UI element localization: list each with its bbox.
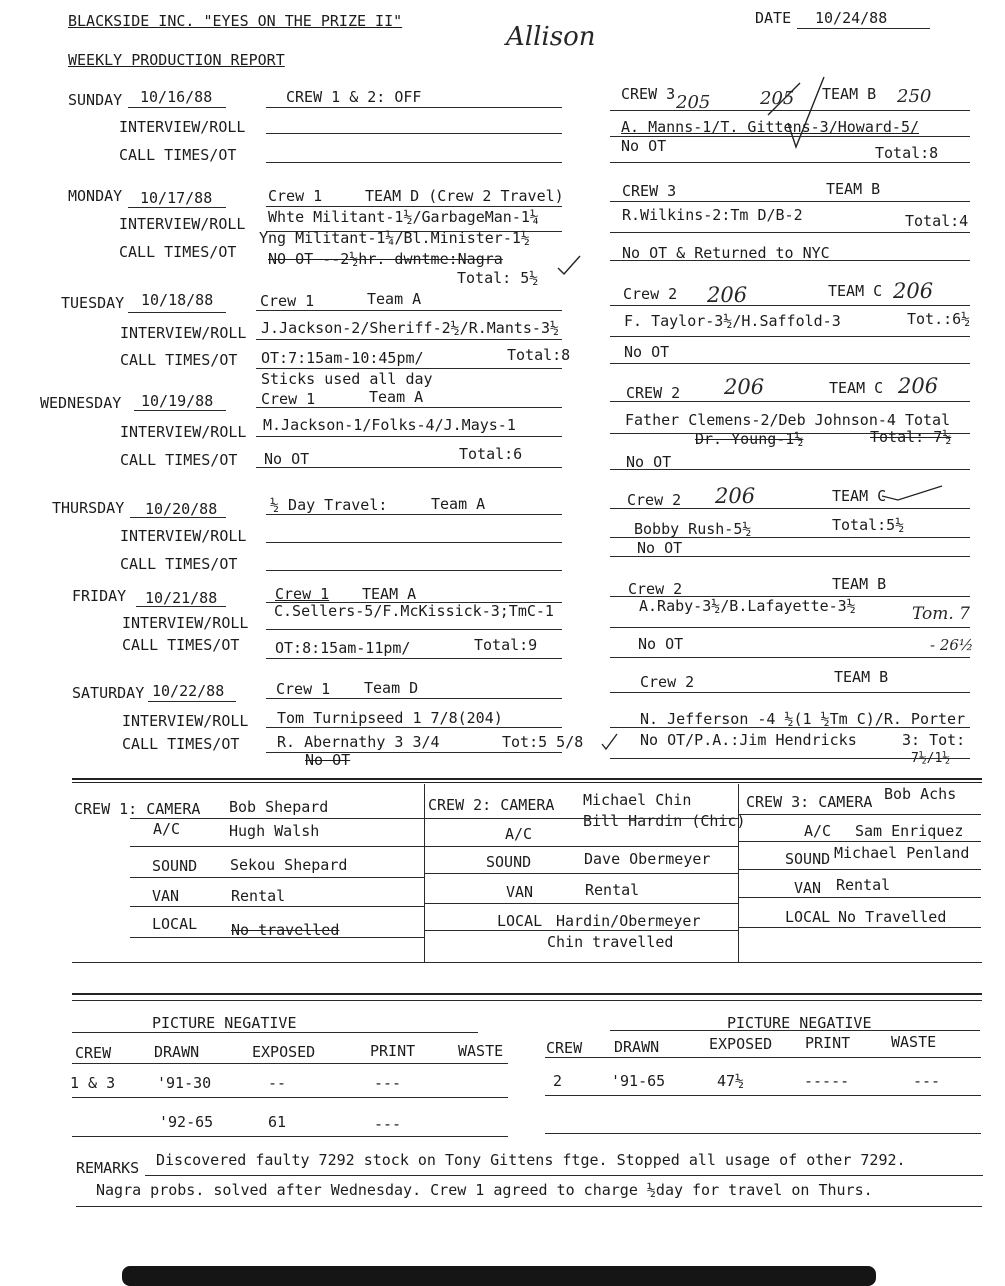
column-header: PRINT bbox=[370, 1042, 416, 1060]
crew-title: CREW 3: CAMERA bbox=[746, 793, 873, 811]
day-date: 10/22/88 bbox=[152, 682, 225, 700]
left-crew-header: Crew 1 bbox=[260, 292, 315, 310]
left-crew-header: ½ Day Travel: bbox=[270, 496, 388, 514]
interview-value: F. Taylor-3½/H.Saffold-3 bbox=[624, 312, 841, 330]
ac-label: A/C bbox=[505, 825, 533, 843]
total-value: Total:8 bbox=[875, 144, 939, 162]
left-crew-header: Crew 1 bbox=[275, 585, 330, 603]
sound-label: SOUND bbox=[785, 850, 831, 868]
check-mark-icon bbox=[600, 732, 620, 752]
camera-value: Michael Chin bbox=[583, 791, 692, 809]
column-header: WASTE bbox=[458, 1042, 504, 1060]
call-times-label: CALL TIMES/OT bbox=[122, 636, 240, 654]
day-date: 10/20/88 bbox=[145, 500, 218, 518]
van-label: VAN bbox=[506, 883, 534, 901]
van-value: Rental bbox=[231, 887, 286, 905]
interview-value: Father Clemens-2/Deb Johnson-4 Total bbox=[625, 411, 951, 429]
column-header: PRINT bbox=[805, 1034, 851, 1052]
interview-value: Tom Turnipseed 1 7/8(204) bbox=[277, 709, 503, 727]
interview-value: Bobby Rush-5½ bbox=[634, 520, 752, 538]
call-times-value: No OT bbox=[264, 450, 310, 468]
total-value: Total:6 bbox=[459, 445, 523, 463]
right-crew-header: Crew 2 bbox=[627, 491, 682, 509]
day-date: 10/21/88 bbox=[145, 589, 218, 607]
right-team-header: TEAM B bbox=[834, 668, 889, 686]
day-date: 10/17/88 bbox=[140, 189, 213, 207]
call-times-label: CALL TIMES/OT bbox=[120, 555, 238, 573]
right-team-header: TEAM C bbox=[832, 487, 887, 505]
day-label: SUNDAY bbox=[68, 91, 123, 109]
left-crew-header: Crew 1 bbox=[268, 187, 323, 205]
handwritten-team-number: 250 bbox=[897, 86, 932, 107]
call-times-value: Yng Militant-1¼/Bl.Minister-1½ bbox=[259, 229, 530, 247]
day-label: SATURDAY bbox=[72, 684, 145, 702]
right-team-header: TEAM B bbox=[826, 180, 881, 198]
local-label: LOCAL bbox=[152, 915, 198, 933]
right-crew-header: CREW 3 bbox=[622, 182, 677, 200]
company-title: BLACKSIDE INC. "EYES ON THE PRIZE II" bbox=[68, 12, 403, 30]
left-team-header: Team A bbox=[367, 290, 422, 308]
interview-value: Dr. Young-1½ bbox=[695, 430, 804, 448]
interview-value: N. Jefferson -4 ½(1 ½Tm C)/R. Porter bbox=[640, 710, 966, 728]
day-date: 10/16/88 bbox=[140, 88, 213, 106]
local-value: Hardin/Obermeyer bbox=[556, 912, 701, 930]
call-times-value: No OT & Returned to NYC bbox=[622, 244, 830, 262]
handwritten-team-number: 206 bbox=[893, 279, 934, 303]
interview-value: A.Raby-3½/B.Lafayette-3½ bbox=[639, 597, 856, 615]
crew-title: CREW 1: CAMERA bbox=[74, 800, 201, 818]
left-team-header: Team D bbox=[364, 679, 419, 697]
call-times-value: No OT bbox=[626, 453, 672, 471]
right-team-header: TEAM B bbox=[822, 85, 877, 103]
left-team-header: TEAM A bbox=[362, 585, 417, 603]
column-header: CREW bbox=[75, 1044, 112, 1062]
ac-value: Sam Enriquez bbox=[855, 822, 964, 840]
handwritten-crew-number: 206 bbox=[707, 283, 748, 307]
handwritten-crew-number: 206 bbox=[715, 484, 756, 508]
total-value: Tot:5 5/8 bbox=[502, 733, 584, 751]
local-value: No travelled bbox=[231, 921, 340, 939]
ac-label: A/C bbox=[804, 822, 832, 840]
report-title: WEEKLY PRODUCTION REPORT bbox=[68, 51, 285, 69]
remarks-line: Discovered faulty 7292 stock on Tony Gittens ftge. Stopped all usage of other 7292. bbox=[156, 1151, 906, 1169]
date-label: DATE bbox=[755, 9, 792, 27]
interview-value: Whte Militant-1½/GarbageMan-1¼ bbox=[268, 208, 539, 226]
column-header: CREW bbox=[546, 1039, 583, 1057]
right-team-header: TEAM C bbox=[828, 282, 883, 300]
call-times-note: No OT bbox=[305, 751, 351, 769]
day-date: 10/18/88 bbox=[141, 291, 214, 309]
negative-crew: 2 bbox=[553, 1072, 563, 1090]
column-header: WASTE bbox=[891, 1033, 937, 1051]
call-times-note: Sticks used all day bbox=[261, 370, 433, 388]
right-crew-header: Crew 2 bbox=[640, 673, 695, 691]
call-times-value: OT:8:15am-11pm/ bbox=[275, 639, 411, 657]
negative-heading: PICTURE NEGATIVE bbox=[727, 1014, 872, 1032]
column-header: DRAWN bbox=[614, 1038, 660, 1056]
van-value: Rental bbox=[585, 881, 640, 899]
interview-label: INTERVIEW/ROLL bbox=[119, 215, 246, 233]
call-times-value: No OT bbox=[638, 635, 684, 653]
handwritten-note: - 26½ bbox=[930, 636, 974, 654]
total-value: Total: 7½ bbox=[870, 428, 952, 446]
call-times-label: CALL TIMES/OT bbox=[119, 243, 237, 261]
negative-exposed: -- bbox=[268, 1074, 287, 1092]
right-crew-header: CREW 2 bbox=[626, 384, 681, 402]
interview-value: R.Wilkins-2:Tm D/B-2 bbox=[622, 206, 803, 224]
interview-value: C.Sellers-5/F.McKissick-3;TmC-1 bbox=[274, 602, 554, 620]
remarks-label: REMARKS bbox=[76, 1159, 140, 1177]
negative-drawn: '92-65 bbox=[159, 1113, 214, 1131]
total-value: Total:8 bbox=[507, 346, 571, 364]
call-times-value: No OT bbox=[621, 137, 667, 155]
interview-label: INTERVIEW/ROLL bbox=[120, 423, 247, 441]
page-edge bbox=[122, 1266, 876, 1286]
call-times-value: No OT bbox=[624, 343, 670, 361]
column-header: EXPOSED bbox=[252, 1043, 316, 1061]
handwritten-crew-number: 206 bbox=[724, 375, 765, 399]
sound-value: Michael Penland bbox=[834, 844, 970, 862]
total-value: Tot.:6½ bbox=[907, 310, 971, 328]
left-team-header: TEAM D (Crew 2 Travel) bbox=[365, 187, 564, 205]
interview-value: M.Jackson-1/Folks-4/J.Mays-1 bbox=[263, 416, 516, 434]
total-value: Total: 5½ bbox=[457, 269, 539, 287]
remarks-line: Nagra probs. solved after Wednesday. Crew 1 agreed to charge ½day for travel on Thurs. bbox=[96, 1181, 873, 1199]
left-crew-header: CREW 1 & 2: OFF bbox=[286, 88, 422, 106]
check-mark-icon bbox=[880, 484, 946, 504]
interview-value: J.Jackson-2/Sheriff-2½/R.Mants-3½ bbox=[261, 319, 560, 337]
negative-print: --- bbox=[374, 1074, 402, 1092]
left-team-header: Team A bbox=[431, 495, 486, 513]
call-times-value: R. Abernathy 3 3/4 bbox=[277, 733, 440, 751]
call-times-value: OT:7:15am-10:45pm/ bbox=[261, 349, 424, 367]
local-value: No Travelled bbox=[838, 908, 947, 926]
left-crew-header: Crew 1 bbox=[276, 680, 331, 698]
van-label: VAN bbox=[152, 887, 180, 905]
left-crew-header: Crew 1 bbox=[261, 390, 316, 408]
day-label: TUESDAY bbox=[61, 294, 125, 312]
handwritten-name: Allison bbox=[506, 22, 596, 52]
call-times-value: No OT bbox=[637, 539, 683, 557]
negative-exposed: 47½ bbox=[717, 1072, 745, 1090]
right-team-header: TEAM B bbox=[832, 575, 887, 593]
interview-label: INTERVIEW/ROLL bbox=[122, 712, 249, 730]
local-label: LOCAL bbox=[497, 912, 543, 930]
total-value: 3: Tot: bbox=[902, 731, 966, 749]
call-times-value: No OT/P.A.:Jim Hendricks bbox=[640, 731, 857, 749]
handwritten-crew-number: 205 bbox=[676, 92, 711, 113]
interview-label: INTERVIEW/ROLL bbox=[119, 118, 246, 136]
day-label: WEDNESDAY bbox=[40, 394, 122, 412]
call-times-label: CALL TIMES/OT bbox=[122, 735, 240, 753]
camera-value: Bob Shepard bbox=[229, 798, 329, 816]
sound-label: SOUND bbox=[152, 857, 198, 875]
ac-value: Hugh Walsh bbox=[229, 822, 320, 840]
call-times-label: CALL TIMES/OT bbox=[120, 351, 238, 369]
sound-label: SOUND bbox=[486, 853, 532, 871]
van-label: VAN bbox=[794, 879, 822, 897]
date-value: 10/24/88 bbox=[815, 9, 888, 27]
right-crew-header: Crew 2 bbox=[628, 580, 683, 598]
day-date: 10/19/88 bbox=[141, 392, 214, 410]
sound-value: Sekou Shepard bbox=[230, 856, 348, 874]
right-crew-header: CREW 3 bbox=[621, 85, 676, 103]
total-value: Total:5½ bbox=[832, 516, 905, 534]
ac-value: Bill Hardin (Chic) bbox=[583, 812, 746, 830]
left-team-header: Team A bbox=[369, 388, 424, 406]
negative-drawn: '91-65 bbox=[611, 1072, 666, 1090]
handwritten-crew-number: 205 bbox=[760, 88, 795, 109]
day-label: MONDAY bbox=[68, 187, 123, 205]
handwritten-team-number: 206 bbox=[898, 374, 939, 398]
column-header: EXPOSED bbox=[709, 1035, 773, 1053]
negative-print: --- bbox=[374, 1115, 402, 1133]
negative-exposed: 61 bbox=[268, 1113, 287, 1131]
call-times-note: NO OT --2½hr. dwntme:Nagra bbox=[268, 250, 503, 268]
day-label: FRIDAY bbox=[72, 587, 127, 605]
total-value: Total:9 bbox=[474, 636, 538, 654]
total-value: 7½/1½ bbox=[911, 751, 951, 766]
crew-title: CREW 2: CAMERA bbox=[428, 796, 555, 814]
interview-label: INTERVIEW/ROLL bbox=[120, 527, 247, 545]
check-mark-icon bbox=[556, 254, 582, 276]
ac-label: A/C bbox=[153, 820, 181, 838]
van-value: Rental bbox=[836, 876, 891, 894]
camera-value: Bob Achs bbox=[884, 785, 957, 803]
negative-crew: 1 & 3 bbox=[70, 1074, 116, 1092]
negative-print: ----- bbox=[804, 1072, 850, 1090]
column-header: DRAWN bbox=[154, 1043, 200, 1061]
day-label: THURSDAY bbox=[52, 499, 125, 517]
handwritten-total: Tom. 7 bbox=[912, 604, 970, 624]
interview-label: INTERVIEW/ROLL bbox=[120, 324, 247, 342]
interview-label: INTERVIEW/ROLL bbox=[122, 614, 249, 632]
call-times-label: CALL TIMES/OT bbox=[119, 146, 237, 164]
right-team-header: TEAM C bbox=[829, 379, 884, 397]
local-value: Chin travelled bbox=[547, 933, 674, 951]
local-label: LOCAL bbox=[785, 908, 831, 926]
call-times-label: CALL TIMES/OT bbox=[120, 451, 238, 469]
total-value: Total:4 bbox=[905, 212, 969, 230]
sound-value: Dave Obermeyer bbox=[584, 850, 711, 868]
negative-heading: PICTURE NEGATIVE bbox=[152, 1014, 297, 1032]
interview-value: A. Manns-1/T. Gittens-3/Howard-5/ bbox=[621, 118, 920, 136]
right-crew-header: Crew 2 bbox=[623, 285, 678, 303]
negative-drawn: '91-30 bbox=[157, 1074, 212, 1092]
negative-waste: --- bbox=[913, 1072, 941, 1090]
